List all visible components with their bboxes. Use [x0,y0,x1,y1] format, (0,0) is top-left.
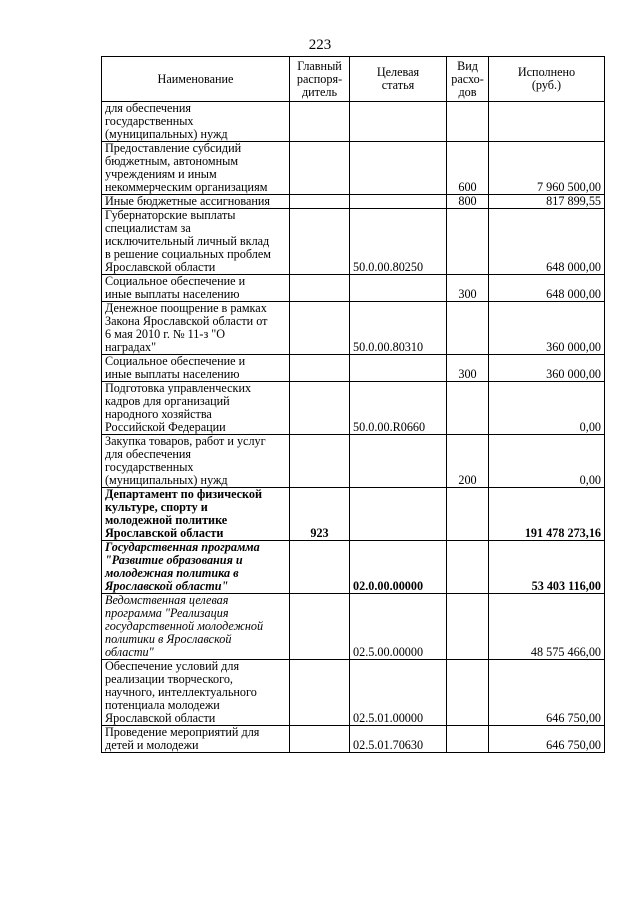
row-name-line: государственных [105,460,194,474]
row-exptype-cell [447,594,489,660]
row-name-line: Денежное поощрение в рамках [105,301,267,315]
row-name-line: кадров для организаций [105,394,230,408]
row-name-line: программа "Реализация [105,606,229,620]
table-header-row [102,57,605,102]
row-name-line: иные выплаты населению [105,367,240,381]
header-admin [290,57,350,102]
row-target-cell [350,275,447,302]
row-name-line: молодежной политике [105,513,228,527]
row-admin-cell [290,435,350,488]
row-admin-cell [290,660,350,726]
row-name-line: Иные бюджетные ассигнования [105,194,271,208]
row-admin-cell [290,102,350,142]
row-amount-cell: 48 575 466,00 [489,594,605,660]
header-amount-line: (руб.) [531,78,562,92]
row-name-line: наградах" [105,340,157,354]
row-admin-cell [290,355,350,382]
row-exptype-cell [447,541,489,594]
row-exptype-cell [447,209,489,275]
row-name-line: некоммерческим организациям [105,180,268,194]
row-amount-cell: 648 000,00 [489,275,605,302]
row-name-line: культуре, спорту и [105,500,208,514]
row-name-cell [102,435,290,488]
row-name-line: потенциала молодежи [105,698,220,712]
header-exptype-line: расхо- [451,71,484,86]
row-name-cell [102,275,290,302]
row-amount-cell: 646 750,00 [489,726,605,753]
row-target-cell [350,435,447,488]
row-name-line: молодежная политика в [105,566,239,580]
row-amount-cell: 0,00 [489,435,605,488]
row-exptype-cell: 300 [447,275,489,302]
row-name-line: научного, интеллектуального [105,685,257,699]
row-name-line: бюджетным, автономным [105,154,239,168]
table-row [102,302,605,355]
row-name-line: Губернаторские выплаты [105,208,236,222]
row-name-line: специалистам за [105,221,191,235]
table-row [102,102,605,142]
row-target-cell [350,355,447,382]
row-amount-cell: 0,00 [489,382,605,435]
row-name-line: Предоставление субсидий [105,141,242,155]
row-name-cell [102,541,290,594]
row-name-cell [102,355,290,382]
row-name-cell [102,195,290,209]
row-amount-cell: 360 000,00 [489,355,605,382]
row-name-line: "Развитие образования и [105,553,243,567]
row-admin-cell [290,209,350,275]
row-name-line: в решение социальных проблем [105,247,271,261]
row-name-line: Ведомственная целевая [105,593,229,607]
row-name-cell [102,726,290,753]
row-target-cell [350,102,447,142]
row-exptype-cell [447,382,489,435]
row-name-cell [102,382,290,435]
row-admin-cell [290,275,350,302]
table-row [102,275,605,302]
row-name-line: Социальное обеспечение и [105,274,246,288]
row-name-cell [102,594,290,660]
row-name-line: Проведение мероприятий для [105,725,260,739]
row-name-line: Подготовка управленческих [105,381,252,395]
row-exptype-cell: 200 [447,435,489,488]
table-row [102,660,605,726]
row-name-line: государственной молодежной [105,619,264,633]
row-name-line: Российской Федерации [105,420,226,434]
row-exptype-cell: 300 [447,355,489,382]
row-name-line: иные выплаты населению [105,287,240,301]
row-name-cell [102,142,290,195]
row-name-line: Ярославской области" [105,579,229,593]
table-row [102,594,605,660]
row-admin-cell [290,195,350,209]
table-row [102,382,605,435]
row-exptype-cell: 600 [447,142,489,195]
row-name-cell [102,488,290,541]
row-name-cell [102,102,290,142]
row-amount-cell: 7 960 500,00 [489,142,605,195]
table-row [102,355,605,382]
row-name-line: 6 мая 2010 г. № 11-з "О [105,327,226,341]
row-name-line: области" [105,645,154,659]
row-exptype-cell [447,726,489,753]
row-admin-cell [290,382,350,435]
row-amount-cell: 648 000,00 [489,209,605,275]
header-admin-line: Главный [297,58,342,73]
row-name-cell [102,302,290,355]
row-admin-cell [290,541,350,594]
header-exptype [447,57,489,102]
row-name-line: для обеспечения [105,447,192,461]
row-amount-cell: 53 403 116,00 [489,541,605,594]
row-exptype-cell [447,102,489,142]
header-target-line: статья [381,78,415,92]
row-target-cell: 02.5.00.00000 [350,594,447,660]
row-amount-cell [489,102,605,142]
row-name-line: политики в Ярославской [105,632,232,646]
row-admin-cell [290,594,350,660]
table-body [102,102,605,753]
row-target-cell: 50.0.00.80250 [350,209,447,275]
row-target-cell: 02.0.00.00000 [350,541,447,594]
row-target-cell [350,195,447,209]
row-name-line: Ярославской области [105,260,216,274]
row-exptype-cell: 800 [447,195,489,209]
row-name-line: Ярославской области [105,711,216,725]
budget-execution-table [101,56,605,753]
row-name-line: Департамент по физической [105,487,263,501]
header-target-line: Целевая [376,65,420,79]
row-admin-cell [290,142,350,195]
row-name-line: для обеспечения [105,101,192,115]
header-exptype-line: дов [458,84,477,99]
row-exptype-cell [447,302,489,355]
row-admin-cell [290,302,350,355]
row-name-line: Обеспечение условий для [105,659,240,673]
header-exptype-line: Вид [457,58,478,73]
row-name-line: реализации творческого, [105,672,233,686]
header-amount [489,57,605,102]
table-row [102,726,605,753]
row-amount-cell: 817 899,55 [489,195,605,209]
row-name-line: Социальное обеспечение и [105,354,246,368]
row-exptype-cell [447,660,489,726]
row-target-cell: 02.5.01.70630 [350,726,447,753]
row-name-line: Ярославской области [105,526,224,540]
row-name-line: Закупка товаров, работ и услуг [105,434,266,448]
row-admin-cell: 923 [290,488,350,541]
row-name-line: детей и молодежи [105,738,199,752]
header-target [350,57,447,102]
row-target-cell: 02.5.01.00000 [350,660,447,726]
page-number: 223 [308,37,332,53]
row-name-line: Государственная программа [105,540,260,554]
row-target-cell: 50.0.00.R0660 [350,382,447,435]
header-name: Наименование [102,57,290,102]
row-name-line: Закона Ярославской области от [105,314,268,328]
row-exptype-cell [447,488,489,541]
table-row [102,488,605,541]
header-admin-line: дитель [301,84,338,99]
row-admin-cell [290,726,350,753]
row-name-line: народного хозяйства [105,407,212,421]
row-target-cell: 50.0.00.80310 [350,302,447,355]
row-name-line: государственных [105,114,194,128]
table-row [102,142,605,195]
header-admin-line: распоря- [296,71,343,86]
row-name-cell [102,660,290,726]
table-row [102,195,605,209]
row-name-line: учреждениям и иным [105,167,217,181]
row-name-line: (муниципальных) нужд [105,127,228,141]
row-target-cell [350,488,447,541]
row-amount-cell: 191 478 273,16 [489,488,605,541]
table-row [102,541,605,594]
row-name-line: (муниципальных) нужд [105,473,228,487]
row-name-line: исключительный личный вклад [105,234,270,248]
header-amount-line: Исполнено [517,65,576,79]
table-row [102,435,605,488]
row-target-cell [350,142,447,195]
row-amount-cell: 646 750,00 [489,660,605,726]
row-name-cell [102,209,290,275]
row-amount-cell: 360 000,00 [489,302,605,355]
table-row [102,209,605,275]
